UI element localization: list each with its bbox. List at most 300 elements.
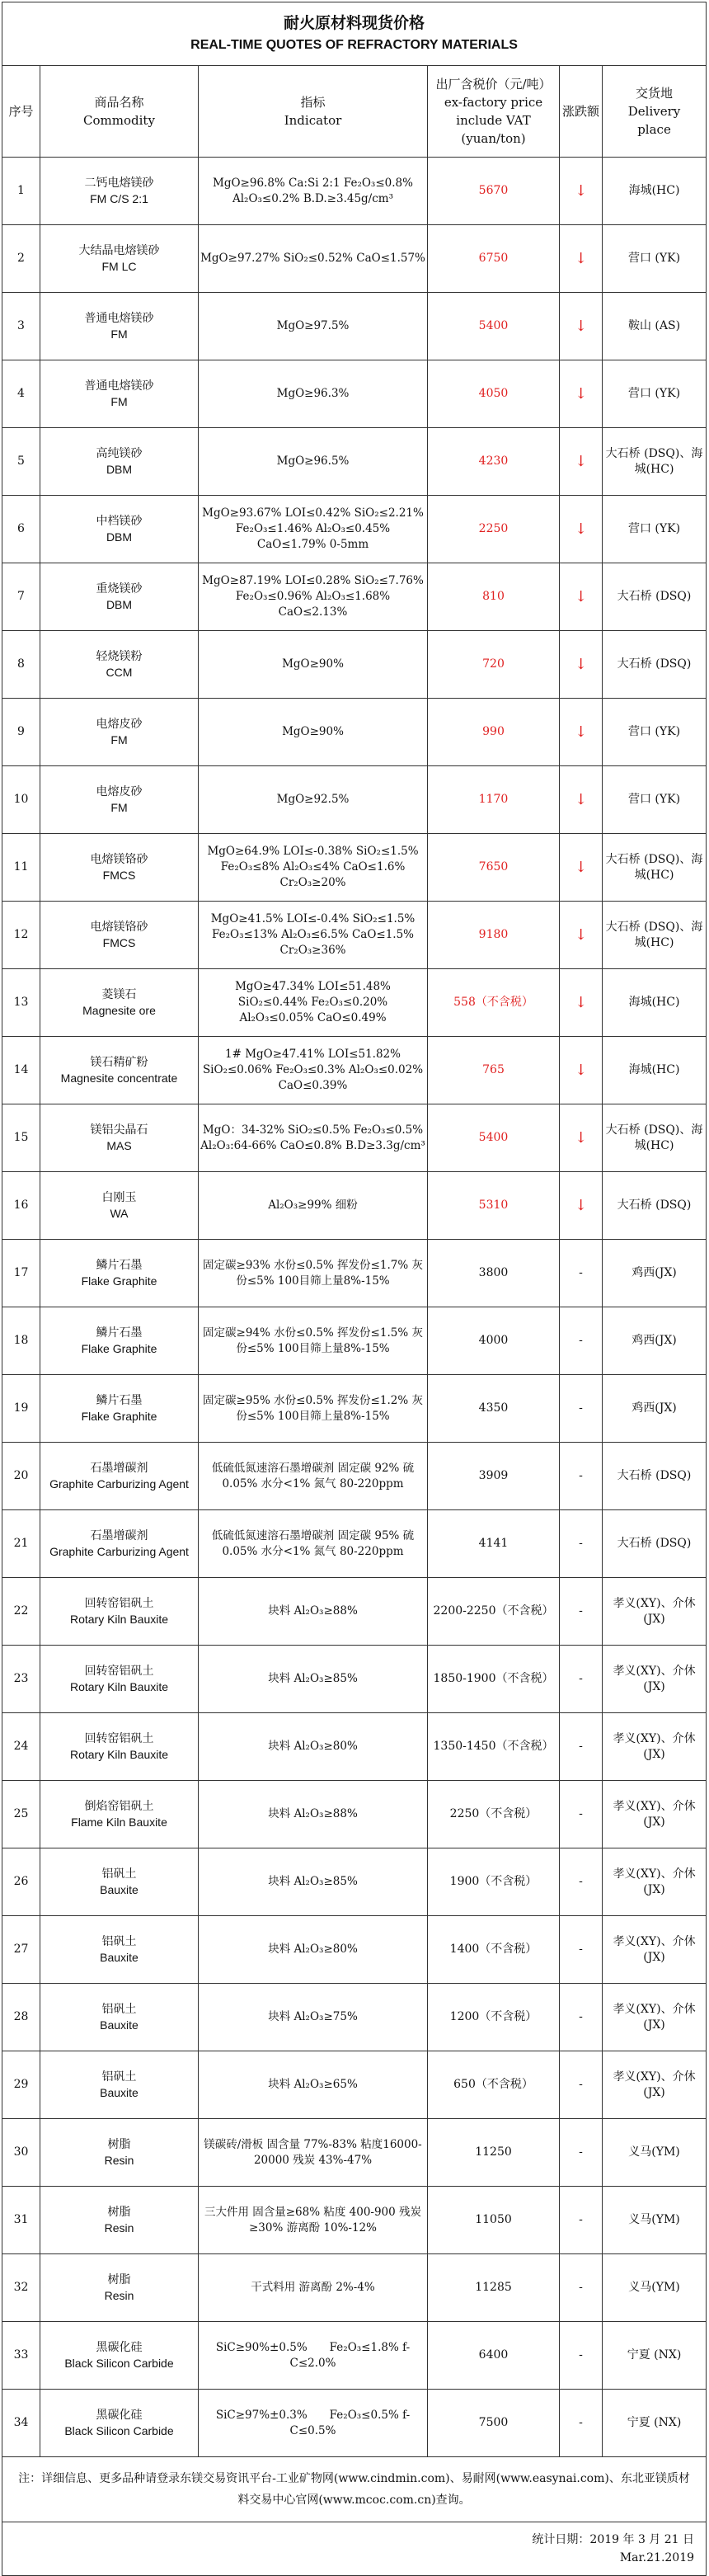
delivery-place-cell: 大石桥 (DSQ) (603, 1172, 707, 1240)
price-cell: 4350 (428, 1375, 560, 1443)
indicator-cell: MgO≥47.34% LOI≤51.48% SiO₂≤0.44% Fe₂O₃≤0.20% Al₂O₃≤0.05% CaO≤0.49% (199, 969, 428, 1037)
row-number: 15 (2, 1104, 40, 1172)
change-cell: ↓ (560, 631, 603, 699)
delivery-place-cell: 义马(YM) (603, 2254, 707, 2322)
table-row (2, 496, 707, 563)
indicator-cell: 固定碳≥95% 水份≤0.5% 挥发份≤1.2% 灰份≤5% 100目筛上量8%-15% (199, 1375, 428, 1443)
delivery-place-cell: 大石桥 (DSQ) (603, 631, 707, 699)
change-cell: - (560, 2119, 603, 2187)
table-row (2, 1578, 707, 1646)
change-cell: ↓ (560, 1104, 603, 1172)
commodity-name-en: Bauxite (100, 2018, 139, 2032)
footer-date-zh: 统计日期：2019 年 3 月 21 日 (532, 2533, 695, 2546)
row-number: 8 (2, 631, 40, 699)
row-number: 27 (2, 1916, 40, 1984)
delivery-place-cell: 海城(HC) (603, 1037, 707, 1104)
delivery-place-cell: 义马(YM) (603, 2119, 707, 2187)
change-cell: - (560, 1307, 603, 1375)
row-number: 33 (2, 2322, 40, 2390)
col-header-commodity (40, 66, 199, 158)
indicator-cell: 块料 Al₂O₃≥80% (199, 1713, 428, 1781)
price-cell: 9180 (428, 902, 560, 969)
table-row (2, 631, 707, 699)
commodity-name-en: FM (110, 800, 128, 814)
change-cell: - (560, 1916, 603, 1984)
col-header-delivery-zh: 交货地 (636, 86, 674, 101)
delivery-place-cell: 营口 (YK) (603, 699, 707, 766)
price-cell: 765 (428, 1037, 560, 1104)
commodity-name-en: FM (110, 732, 128, 746)
row-number: 12 (2, 902, 40, 969)
indicator-cell: 固定碳≥93% 水份≤0.5% 挥发份≤1.7% 灰份≤5% 100目筛上量8%-15% (199, 1240, 428, 1307)
commodity-name-zh: 黑碳化硅 (96, 2340, 143, 2354)
table-row (2, 969, 707, 1037)
table-row (2, 834, 707, 902)
commodity-name-en: Flake Graphite (81, 1409, 157, 1423)
delivery-place-cell: 孝义(XY)、介休(JX) (603, 1781, 707, 1848)
row-number: 23 (2, 1646, 40, 1713)
col-header-delivery (603, 66, 707, 158)
change-cell: ↓ (560, 158, 603, 225)
commodity-name-zh: 电熔镁铬砂 (90, 852, 148, 866)
price-cell: 5670 (428, 158, 560, 225)
table-row (2, 225, 707, 293)
commodity-name-en: Magnesite concentrate (60, 1071, 178, 1085)
commodity-name-zh: 重烧镁砂 (96, 582, 143, 596)
table-row (2, 1443, 707, 1510)
table-row (2, 766, 707, 834)
row-number: 2 (2, 225, 40, 293)
commodity-cell (40, 2051, 199, 2119)
commodity-cell (40, 631, 199, 699)
table-row (2, 1510, 707, 1578)
commodity-name-zh: 镁石精矿粉 (90, 1055, 148, 1069)
delivery-place-cell: 孝义(XY)、介休(JX) (603, 1578, 707, 1646)
change-cell: ↓ (560, 563, 603, 631)
price-cell: 1170 (428, 766, 560, 834)
price-cell: 11285 (428, 2254, 560, 2322)
indicator-cell: 块料 Al₂O₃≥88% (199, 1578, 428, 1646)
delivery-place-cell: 大石桥 (DSQ)、海城(HC) (603, 1104, 707, 1172)
indicator-cell: 低硫低氮速溶石墨增碳剂 固定碳 92% 硫 0.05% 水分<1% 氮气 80-220ppm (199, 1443, 428, 1510)
price-cell: 558（不含税） (428, 969, 560, 1037)
row-number: 6 (2, 496, 40, 563)
delivery-place-cell: 海城(HC) (603, 969, 707, 1037)
col-header-price-zh: 出厂含税价（元/吨） (435, 77, 552, 92)
price-cell: 1900（不含税） (428, 1848, 560, 1916)
commodity-name-zh: 电熔皮砂 (96, 717, 143, 731)
commodity-name-en: Resin (104, 2288, 134, 2302)
commodity-name-en: FMCS (102, 868, 136, 882)
commodity-name-en: CCM (106, 665, 133, 679)
commodity-name-en: Rotary Kiln Bauxite (69, 1612, 169, 1626)
indicator-cell: 固定碳≥94% 水份≤0.5% 挥发份≤1.5% 灰份≤5% 100目筛上量8%-15% (199, 1307, 428, 1375)
commodity-cell (40, 2322, 199, 2390)
price-cell: 2250（不含税） (428, 1781, 560, 1848)
commodity-cell (40, 1848, 199, 1916)
indicator-cell: MgO≥64.9% LOI≤-0.38% SiO₂≤1.5% Fe₂O₃≤8% Al₂O₃≤4% CaO≤1.6% Cr₂O₃≥20% (199, 834, 428, 902)
commodity-name-en: DBM (106, 597, 133, 611)
change-cell: ↓ (560, 360, 603, 428)
commodity-cell (40, 1307, 199, 1375)
price-cell: 5400 (428, 1104, 560, 1172)
delivery-place-cell: 营口 (YK) (603, 225, 707, 293)
commodity-name-en: WA (110, 1206, 129, 1220)
indicator-cell: 块料 Al₂O₃≥65% (199, 2051, 428, 2119)
commodity-cell (40, 1510, 199, 1578)
table-row (2, 2119, 707, 2187)
commodity-name-zh: 鳞片石墨 (96, 1326, 143, 1340)
change-cell: - (560, 1375, 603, 1443)
row-number: 11 (2, 834, 40, 902)
delivery-place-cell: 营口 (YK) (603, 766, 707, 834)
commodity-name-zh: 石墨增碳剂 (90, 1461, 148, 1475)
col-header-indicator-en: Indicator (284, 113, 342, 128)
row-number: 9 (2, 699, 40, 766)
change-cell: ↓ (560, 1172, 603, 1240)
change-cell: ↓ (560, 699, 603, 766)
col-header-price-en3: (yuan/ton) (461, 131, 526, 146)
price-cell: 1850-1900（不含税） (428, 1646, 560, 1713)
delivery-place-cell: 孝义(XY)、介休(JX) (603, 2051, 707, 2119)
price-cell: 11050 (428, 2187, 560, 2254)
commodity-name-en: DBM (106, 462, 133, 476)
delivery-place-cell: 营口 (YK) (603, 360, 707, 428)
change-cell: ↓ (560, 969, 603, 1037)
table-row (2, 2322, 707, 2390)
price-cell: 2200-2250（不含税） (428, 1578, 560, 1646)
commodity-name-en: Graphite Carburizing Agent (49, 1476, 189, 1491)
row-number: 10 (2, 766, 40, 834)
indicator-cell: MgO≥97.5% (199, 293, 428, 360)
indicator-cell: MgO≥96.5% (199, 428, 428, 496)
table-row (2, 1646, 707, 1713)
price-table (2, 2, 707, 2576)
commodity-cell (40, 293, 199, 360)
row-number: 1 (2, 158, 40, 225)
commodity-name-zh: 回转窑铝矾土 (84, 1596, 154, 1610)
commodity-name-en: Magnesite ore (82, 1003, 156, 1017)
commodity-name-zh: 二钙电熔镁砂 (84, 176, 154, 190)
indicator-cell: 低硫低氮速溶石墨增碳剂 固定碳 95% 硫 0.05% 水分<1% 氮气 80-220ppm (199, 1510, 428, 1578)
price-cell: 990 (428, 699, 560, 766)
indicator-cell: MgO≥87.19% LOI≤0.28% SiO₂≤7.76% Fe₂O₃≤0.96% Al₂O₃≤1.68% CaO≤2.13% (199, 563, 428, 631)
table-row (2, 1375, 707, 1443)
commodity-name-zh: 铝矾土 (101, 2070, 137, 2084)
price-cell: 7650 (428, 834, 560, 902)
delivery-place-cell: 义马(YM) (603, 2187, 707, 2254)
commodity-cell (40, 1578, 199, 1646)
row-number: 13 (2, 969, 40, 1037)
change-cell: - (560, 1510, 603, 1578)
price-cell: 4141 (428, 1510, 560, 1578)
indicator-cell: MgO≥96.8% Ca:Si 2:1 Fe₂O₃≤0.8% Al₂O₃≤0.2% B.D.≥3.45g/cm³ (199, 158, 428, 225)
commodity-name-en: Bauxite (100, 1882, 139, 1896)
commodity-cell (40, 158, 199, 225)
delivery-place-cell: 大石桥 (DSQ) (603, 1443, 707, 1510)
indicator-cell: MgO：34-32% SiO₂≤0.5% Fe₂O₃≤0.5% Al₂O₃:64-66% CaO≤0.8% B.D≥3.3g/cm³ (199, 1104, 428, 1172)
table-body (2, 158, 707, 2457)
row-number: 20 (2, 1443, 40, 1510)
change-cell: - (560, 2051, 603, 2119)
change-cell: - (560, 1443, 603, 1510)
row-number: 22 (2, 1578, 40, 1646)
change-cell: - (560, 1984, 603, 2051)
delivery-place-cell: 大石桥 (DSQ)、海城(HC) (603, 428, 707, 496)
table-row (2, 2187, 707, 2254)
commodity-name-en: DBM (106, 530, 133, 544)
table-row (2, 293, 707, 360)
table-row (2, 1713, 707, 1781)
price-cell: 6400 (428, 2322, 560, 2390)
commodity-name-zh: 电熔镁铬砂 (90, 920, 148, 934)
commodity-name-en: FM LC (101, 259, 137, 273)
commodity-name-en: FM (110, 394, 128, 408)
price-cell: 810 (428, 563, 560, 631)
price-cell: 720 (428, 631, 560, 699)
change-cell: - (560, 2254, 603, 2322)
title-zh: 耐火原材料现货价格 (284, 14, 425, 32)
table-row (2, 1307, 707, 1375)
change-cell: - (560, 2322, 603, 2390)
table-row (2, 1172, 707, 1240)
commodity-cell (40, 1375, 199, 1443)
price-cell: 4230 (428, 428, 560, 496)
row-number: 31 (2, 2187, 40, 2254)
commodity-cell (40, 1240, 199, 1307)
commodity-name-zh: 铝矾土 (101, 1867, 137, 1881)
delivery-place-cell: 孝义(XY)、介休(JX) (603, 1916, 707, 1984)
row-number: 32 (2, 2254, 40, 2322)
commodity-cell (40, 496, 199, 563)
commodity-cell (40, 834, 199, 902)
change-cell: - (560, 1646, 603, 1713)
row-number: 4 (2, 360, 40, 428)
commodity-name-en: Rotary Kiln Bauxite (69, 1747, 169, 1761)
price-cell: 5400 (428, 293, 560, 360)
commodity-name-en: Graphite Carburizing Agent (49, 1544, 189, 1558)
table-row (2, 1848, 707, 1916)
indicator-cell: MgO≥41.5% LOI≤-0.4% SiO₂≤1.5% Fe₂O₃≤13% Al₂O₃≤6.5% CaO≤1.5% Cr₂O₃≥36% (199, 902, 428, 969)
indicator-cell: Al₂O₃≥99% 细粉 (199, 1172, 428, 1240)
row-number: 5 (2, 428, 40, 496)
commodity-name-zh: 大结晶电熔镁砂 (78, 243, 160, 257)
indicator-cell: 块料 Al₂O₃≥75% (199, 1984, 428, 2051)
change-cell: ↓ (560, 496, 603, 563)
indicator-cell: 块料 Al₂O₃≥85% (199, 1646, 428, 1713)
change-cell: ↓ (560, 293, 603, 360)
commodity-cell (40, 902, 199, 969)
price-cell: 1350-1450（不含税） (428, 1713, 560, 1781)
commodity-cell (40, 969, 199, 1037)
change-cell: - (560, 1240, 603, 1307)
footer-note: 注：详细信息、更多品种请登录东镁交易资讯平台-工业矿物网(www.cindmin.com)、易耐网(www.easynai.com)、东北亚镁质材料交易中心官网(www.mcoc.com.cn)查询。 (2, 2457, 707, 2522)
price-cell: 1200（不含税） (428, 1984, 560, 2051)
row-number: 30 (2, 2119, 40, 2187)
row-number: 3 (2, 293, 40, 360)
table-row (2, 158, 707, 225)
table-row (2, 360, 707, 428)
delivery-place-cell: 鞍山 (AS) (603, 293, 707, 360)
table-row (2, 2051, 707, 2119)
col-header-change: 涨跌额 (560, 66, 603, 158)
table-row (2, 2254, 707, 2322)
change-cell: ↓ (560, 902, 603, 969)
delivery-place-cell: 孝义(XY)、介休(JX) (603, 1984, 707, 2051)
delivery-place-cell: 宁夏 (NX) (603, 2322, 707, 2390)
commodity-name-zh: 树脂 (107, 2272, 131, 2286)
col-header-indicator-zh: 指标 (300, 95, 326, 110)
commodity-cell (40, 563, 199, 631)
commodity-cell (40, 428, 199, 496)
commodity-name-zh: 铝矾土 (101, 1934, 137, 1948)
commodity-cell (40, 1104, 199, 1172)
delivery-place-cell: 孝义(XY)、介休(JX) (603, 1646, 707, 1713)
change-cell: ↓ (560, 766, 603, 834)
price-cell: 6750 (428, 225, 560, 293)
commodity-name-en: MAS (106, 1138, 132, 1152)
delivery-place-cell: 大石桥 (DSQ) (603, 563, 707, 631)
indicator-cell: MgO≥92.5% (199, 766, 428, 834)
price-cell: 3800 (428, 1240, 560, 1307)
commodity-name-en: Resin (104, 2153, 134, 2167)
commodity-cell (40, 225, 199, 293)
table-row (2, 699, 707, 766)
col-header-delivery-en2: place (637, 122, 671, 137)
commodity-name-zh: 普通电熔镁砂 (84, 311, 154, 325)
row-number: 16 (2, 1172, 40, 1240)
indicator-cell: 干式料用 游离酚 2%-4% (199, 2254, 428, 2322)
commodity-cell (40, 360, 199, 428)
row-number: 25 (2, 1781, 40, 1848)
table-row (2, 563, 707, 631)
col-header-price-en2: include VAT (456, 113, 531, 128)
indicator-cell: SiC≥90%±0.5% Fe₂O₃≤1.8% f-C≤2.0% (199, 2322, 428, 2390)
commodity-cell (40, 1443, 199, 1510)
indicator-cell: MgO≥90% (199, 631, 428, 699)
price-cell: 3909 (428, 1443, 560, 1510)
commodity-name-en: Bauxite (100, 2085, 139, 2099)
row-number: 28 (2, 1984, 40, 2051)
indicator-cell: MgO≥97.27% SiO₂≤0.52% CaO≤1.57% (199, 225, 428, 293)
commodity-name-zh: 黑碳化硅 (96, 2408, 143, 2422)
commodity-cell (40, 1984, 199, 2051)
commodity-cell (40, 1037, 199, 1104)
footer-date (2, 2522, 707, 2576)
table-row (2, 428, 707, 496)
delivery-place-cell: 海城(HC) (603, 158, 707, 225)
indicator-cell: 块料 Al₂O₃≥88% (199, 1781, 428, 1848)
commodity-name-en: Flake Graphite (81, 1341, 157, 1355)
commodity-name-en: Black Silicon Carbide (64, 2423, 174, 2437)
table-row (2, 1916, 707, 1984)
table-row (2, 1037, 707, 1104)
commodity-name-en: Bauxite (100, 1950, 139, 1964)
indicator-cell: MgO≥96.3% (199, 360, 428, 428)
change-cell: - (560, 1781, 603, 1848)
commodity-name-zh: 普通电熔镁砂 (84, 379, 154, 393)
table-title (2, 2, 707, 66)
commodity-name-en: FM (110, 327, 128, 341)
footer-date-en: Mar.21.2019 (619, 2551, 695, 2564)
change-cell: - (560, 2390, 603, 2457)
price-cell: 4000 (428, 1307, 560, 1375)
table-row (2, 2390, 707, 2457)
title-en: REAL-TIME QUOTES OF REFRACTORY MATERIALS (190, 38, 518, 52)
commodity-cell (40, 1646, 199, 1713)
delivery-place-cell: 孝义(XY)、介休(JX) (603, 1713, 707, 1781)
commodity-name-zh: 倒焰窑铝矾土 (84, 1799, 154, 1813)
table-row (2, 1104, 707, 1172)
price-cell: 2250 (428, 496, 560, 563)
change-cell: - (560, 1848, 603, 1916)
commodity-name-zh: 鳞片石墨 (96, 1258, 143, 1272)
commodity-cell (40, 1172, 199, 1240)
price-cell: 4050 (428, 360, 560, 428)
indicator-cell: MgO≥90% (199, 699, 428, 766)
delivery-place-cell: 鸡西(JX) (603, 1307, 707, 1375)
commodity-name-zh: 鳞片石墨 (96, 1393, 143, 1407)
commodity-name-zh: 中档镁砂 (96, 514, 143, 528)
row-number: 18 (2, 1307, 40, 1375)
indicator-cell: MgO≥93.67% LOI≤0.42% SiO₂≤2.21% Fe₂O₃≤1.46% Al₂O₃≤0.45% CaO≤1.79% 0-5mm (199, 496, 428, 563)
row-number: 24 (2, 1713, 40, 1781)
commodity-name-zh: 树脂 (107, 2137, 131, 2151)
col-header-commodity-zh: 商品名称 (94, 95, 144, 110)
indicator-cell: 块料 Al₂O₃≥85% (199, 1848, 428, 1916)
commodity-name-zh: 轻烧镁粉 (96, 649, 143, 663)
row-number: 19 (2, 1375, 40, 1443)
delivery-place-cell: 孝义(XY)、介休(JX) (603, 1848, 707, 1916)
commodity-name-zh: 回转窑铝矾土 (84, 1664, 154, 1678)
commodity-name-zh: 树脂 (107, 2205, 131, 2219)
table-row (2, 1240, 707, 1307)
commodity-name-en: Resin (104, 2220, 134, 2235)
commodity-name-en: Rotary Kiln Bauxite (69, 1679, 169, 1693)
row-number: 14 (2, 1037, 40, 1104)
commodity-cell (40, 1713, 199, 1781)
row-number: 29 (2, 2051, 40, 2119)
delivery-place-cell: 大石桥 (DSQ)、海城(HC) (603, 834, 707, 902)
price-cell: 1400（不含税） (428, 1916, 560, 1984)
indicator-cell: SiC≥97%±0.3% Fe₂O₃≤0.5% f-C≤0.5% (199, 2390, 428, 2457)
indicator-cell: 三大件用 固含量≥68% 粘度 400-900 残炭≥30% 游离酚 10%-12% (199, 2187, 428, 2254)
commodity-name-zh: 石墨增碳剂 (90, 1528, 148, 1542)
price-cell: 650（不含税） (428, 2051, 560, 2119)
change-cell: ↓ (560, 834, 603, 902)
commodity-cell (40, 2390, 199, 2457)
col-header-price (428, 66, 560, 158)
delivery-place-cell: 营口 (YK) (603, 496, 707, 563)
col-header-delivery-en1: Delivery (627, 104, 681, 119)
indicator-cell: 块料 Al₂O₃≥80% (199, 1916, 428, 1984)
commodity-name-zh: 白刚玉 (101, 1190, 137, 1204)
commodity-name-en: FMCS (102, 935, 136, 949)
change-cell: ↓ (560, 1037, 603, 1104)
commodity-cell (40, 2119, 199, 2187)
table-row (2, 1781, 707, 1848)
col-header-no: 序号 (2, 66, 40, 158)
commodity-name-en: FM C/S 2:1 (90, 191, 148, 205)
col-header-price-en1: ex-factory price (444, 95, 543, 110)
commodity-name-zh: 铝矾土 (101, 2002, 137, 2016)
delivery-place-cell: 大石桥 (DSQ) (603, 1510, 707, 1578)
indicator-cell: 镁碳砖/滑板 固含量 77%-83% 粘度16000-20000 残炭 43%-47% (199, 2119, 428, 2187)
col-header-commodity-en: Commodity (83, 113, 155, 128)
quote-sheet (2, 2, 706, 2576)
change-cell: ↓ (560, 428, 603, 496)
row-number: 34 (2, 2390, 40, 2457)
